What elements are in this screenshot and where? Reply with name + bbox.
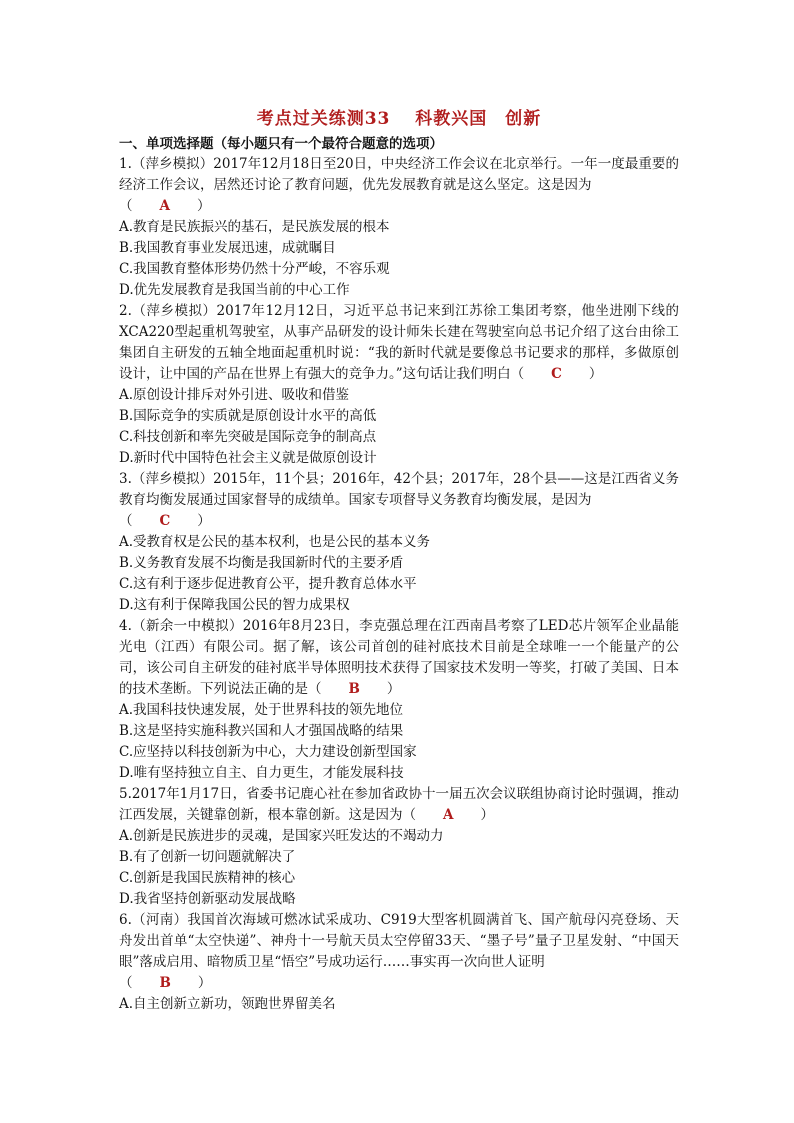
question-3-stem: 3.（萍乡模拟）2015年，11个县；2016年，42个县；2017年，28个县——这是江西省义务教育均衡发展通过国家督导的成绩单。国家专项督导义务教育均衡发展，是因为 （ C ） bbox=[119, 471, 679, 529]
answer-5: A bbox=[443, 807, 454, 823]
question-2-option-b: B.国际竞争的实质就是原创设计水平的高低 bbox=[119, 408, 377, 424]
document-page bbox=[119, 104, 679, 1015]
question-6-stem: 6.（河南）我国首次海域可燃冰试采成功、C919大型客机圆满首飞、国产航母闪亮登场、天舟发出首单“太空快递”、神舟十一号航天员太空停留33天、“墨子号”量子卫星发射、“中国天眼”落成启用、暗物质卫星“悟空”号成功运行……事实再一次向世人证明 （ B ） bbox=[119, 912, 679, 991]
question-6-option-a: A.自主创新立新功，领跑世界留美名 bbox=[119, 996, 336, 1012]
question-3-option-a: A.受教育权是公民的基本权利，也是公民的基本义务 bbox=[119, 534, 431, 550]
question-5-option-d: D.我省坚持创新驱动发展战略 bbox=[119, 891, 296, 907]
answer-3: C bbox=[159, 513, 171, 529]
question-4-option-d: D.唯有坚持独立自主、自力更生，才能发展科技 bbox=[119, 765, 404, 781]
answer-4: B bbox=[348, 681, 360, 697]
section-heading: 一、单项选择题（每小题只有一个最符合题意的选项） bbox=[119, 136, 443, 152]
question-2-option-a: A.原创设计排斥对外引进、吸收和借鉴 bbox=[119, 387, 350, 403]
answer-2: C bbox=[551, 366, 562, 382]
answer-1: A bbox=[159, 198, 170, 214]
answer-6: B bbox=[159, 975, 171, 991]
question-5-stem: 5.2017年1月17日，省委书记鹿心社在参加省政协十一届五次会议联组协商讨论时强调，推动江西发展，关键靠创新，根本靠创新。这是因为（ A ） bbox=[119, 786, 679, 823]
question-1-stem: 1.（萍乡模拟）2017年12月18日至20日，中央经济工作会议在北京举行。一年一度最重要的经济工作会议，居然还讨论了教育问题，优先发展教育就是这么坚定。这是因为 （ A ） bbox=[119, 156, 679, 214]
question-1-option-a: A.教育是民族振兴的基石，是民族发展的根本 bbox=[119, 219, 390, 235]
question-5-option-a: A.创新是民族进步的灵魂，是国家兴旺发达的不竭动力 bbox=[119, 828, 444, 844]
question-3-option-d: D.这有利于保障我国公民的智力成果权 bbox=[119, 597, 350, 613]
question-4-option-c: C.应坚持以科技创新为中心，大力建设创新型国家 bbox=[119, 744, 417, 760]
page-title: 考点过关练测33 科教兴国 创新 bbox=[256, 109, 542, 129]
question-4-option-a: A.我国科技快速发展，处于世界科技的领先地位 bbox=[119, 702, 404, 718]
question-3-option-b: B.义务教育发展不均衡是我国新时代的主要矛盾 bbox=[119, 555, 404, 571]
question-2-option-d: D.新时代中国特色社会主义就是做原创设计 bbox=[119, 450, 377, 466]
question-2-option-c: C.科技创新和率先突破是国际竞争的制高点 bbox=[119, 429, 377, 445]
question-3-option-c: C.这有利于逐步促进教育公平，提升教育总体水平 bbox=[119, 576, 417, 592]
question-4-stem: 4.（新余一中模拟）2016年8月23日，李克强总理在江西南昌考察了LED芯片领军企业晶能光电（江西）有限公司。据了解，该公司首创的硅衬底技术目前是全球唯一一个能量产的公司，该公司自主研发的硅衬底半导体照明技术获得了国家技术发明一等奖，打破了美国、日本的技术垄断。下列说法正确的是（ B ） bbox=[119, 618, 679, 697]
question-1-option-d: D.优先发展教育是我国当前的中心工作 bbox=[119, 282, 350, 298]
question-1-option-b: B.我国教育事业发展迅速，成就瞩目 bbox=[119, 240, 336, 256]
question-2-stem: 2.（萍乡模拟）2017年12月12日，习近平总书记来到江苏徐工集团考察，他坐进刚下线的XCA220型起重机驾驶室，从事产品研发的设计师朱长建在驾驶室向总书记介绍了这台由徐工集团自主研发的五轴全地面起重机时说：“我的新时代就是要像总书记要求的那样，多做原创设计，让中国的产品在世界上有强大的竞争力。”这句话让我们明白（ C ） bbox=[119, 303, 679, 382]
question-4-option-b: B.这是坚持实施科教兴国和人才强国战略的结果 bbox=[119, 723, 404, 739]
question-1-option-c: C.我国教育整体形势仍然十分严峻，不容乐观 bbox=[119, 261, 390, 277]
question-5-option-b: B.有了创新一切问题就解决了 bbox=[119, 849, 296, 865]
question-5-option-c: C.创新是我国民族精神的核心 bbox=[119, 870, 296, 886]
